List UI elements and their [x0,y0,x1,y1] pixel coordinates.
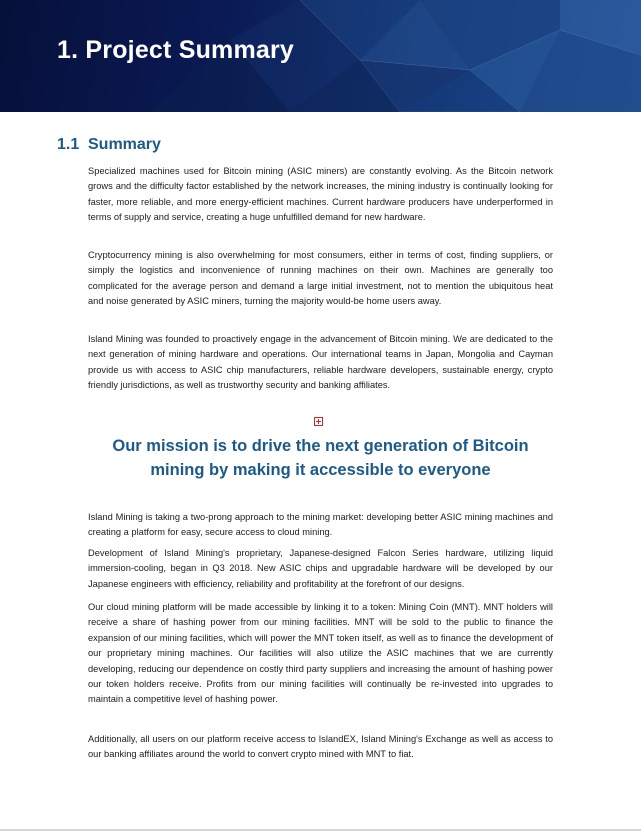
paragraph: Cryptocurrency mining is also overwhelming for most consumers, either in terms of cost, finding suppliers, or simply the logistics and inconvenience of running machines on their own. Machines are generally too complicated for the average person and demand a large initial investment, not to mention the ubiquitous heat and noise generated by ASIC miners, turning the majority would-be home users away. [88,250,553,307]
section-title: Summary [88,136,161,153]
paragraph: Island Mining was founded to proactively engage in the advancement of Bitcoin mining. We are dedicated to the next generation of mining hardware and operations. Our international teams in Japan, Mongolia and Cayman provide us with access to ASIC chip manufacturers, reliable hardware developers, sustainable energy, crypto friendly jurisdictions, as well as trustworthy security and banking affiliates. [88,334,553,391]
paragraph: Additionally, all users on our platform receive access to IslandEX, Island Mining's Exchange as well as access to our banking affiliates around the world to convert crypto mined with MNT to fiat. [88,734,553,760]
paragraph: Specialized machines used for Bitcoin mining (ASIC miners) are constantly evolving. As the Bitcoin network grows and the difficulty factor established by the network increases, the mining industry is continually looking for faster, more reliable, and more energy-efficient machines. Current hardware producers have underperformed in terms of supply and service, creating a huge unfulfilled demand for new hardware. [88,166,553,223]
mission-statement [88,434,553,482]
paragraph: Development of Island Mining's proprietary, Japanese-designed Falcon Series hardware, utilizing liquid immersion-cooling, began in Q3 2018. New ASIC chips and upgradable hardware will be developed by our Japanese engineers with efficiency, reliability and profitability at the forefront of our designs. [88,548,553,589]
expand-anchor-icon[interactable] [314,417,323,426]
mission-line: Our mission is to drive the next generation of Bitcoin [112,437,529,455]
page-title: 1. Project Summary [57,36,295,64]
section-number: 1.1 [57,136,80,153]
section-heading [57,136,161,154]
paragraph: Island Mining is taking a two-prong approach to the mining market: developing better ASIC mining machines and creating a platform for easy, secure access to cloud mining. [88,512,553,538]
paragraph: Our cloud mining platform will be made accessible by linking it to a token: Mining Coin (MNT). MNT holders will receive a share of hashing power from our mining facilities. MNT will be sold to the public to finance the expansion of our mining facilities, which will power the MNT token itself, as well as to finance the development of our proprietary mining machines. Our facilities will also utilize the ASIC machines that we are currently developing, reducing our dependence on costly third party suppliers and increasing the amount of hashing power our token holders receive. Profits from our mining facilities will continually be re-invested into upgrades to maintain a competitive level of hashing power. [88,602,553,705]
mission-line: mining by making it accessible to everyone [150,461,491,479]
header-banner [0,0,641,112]
